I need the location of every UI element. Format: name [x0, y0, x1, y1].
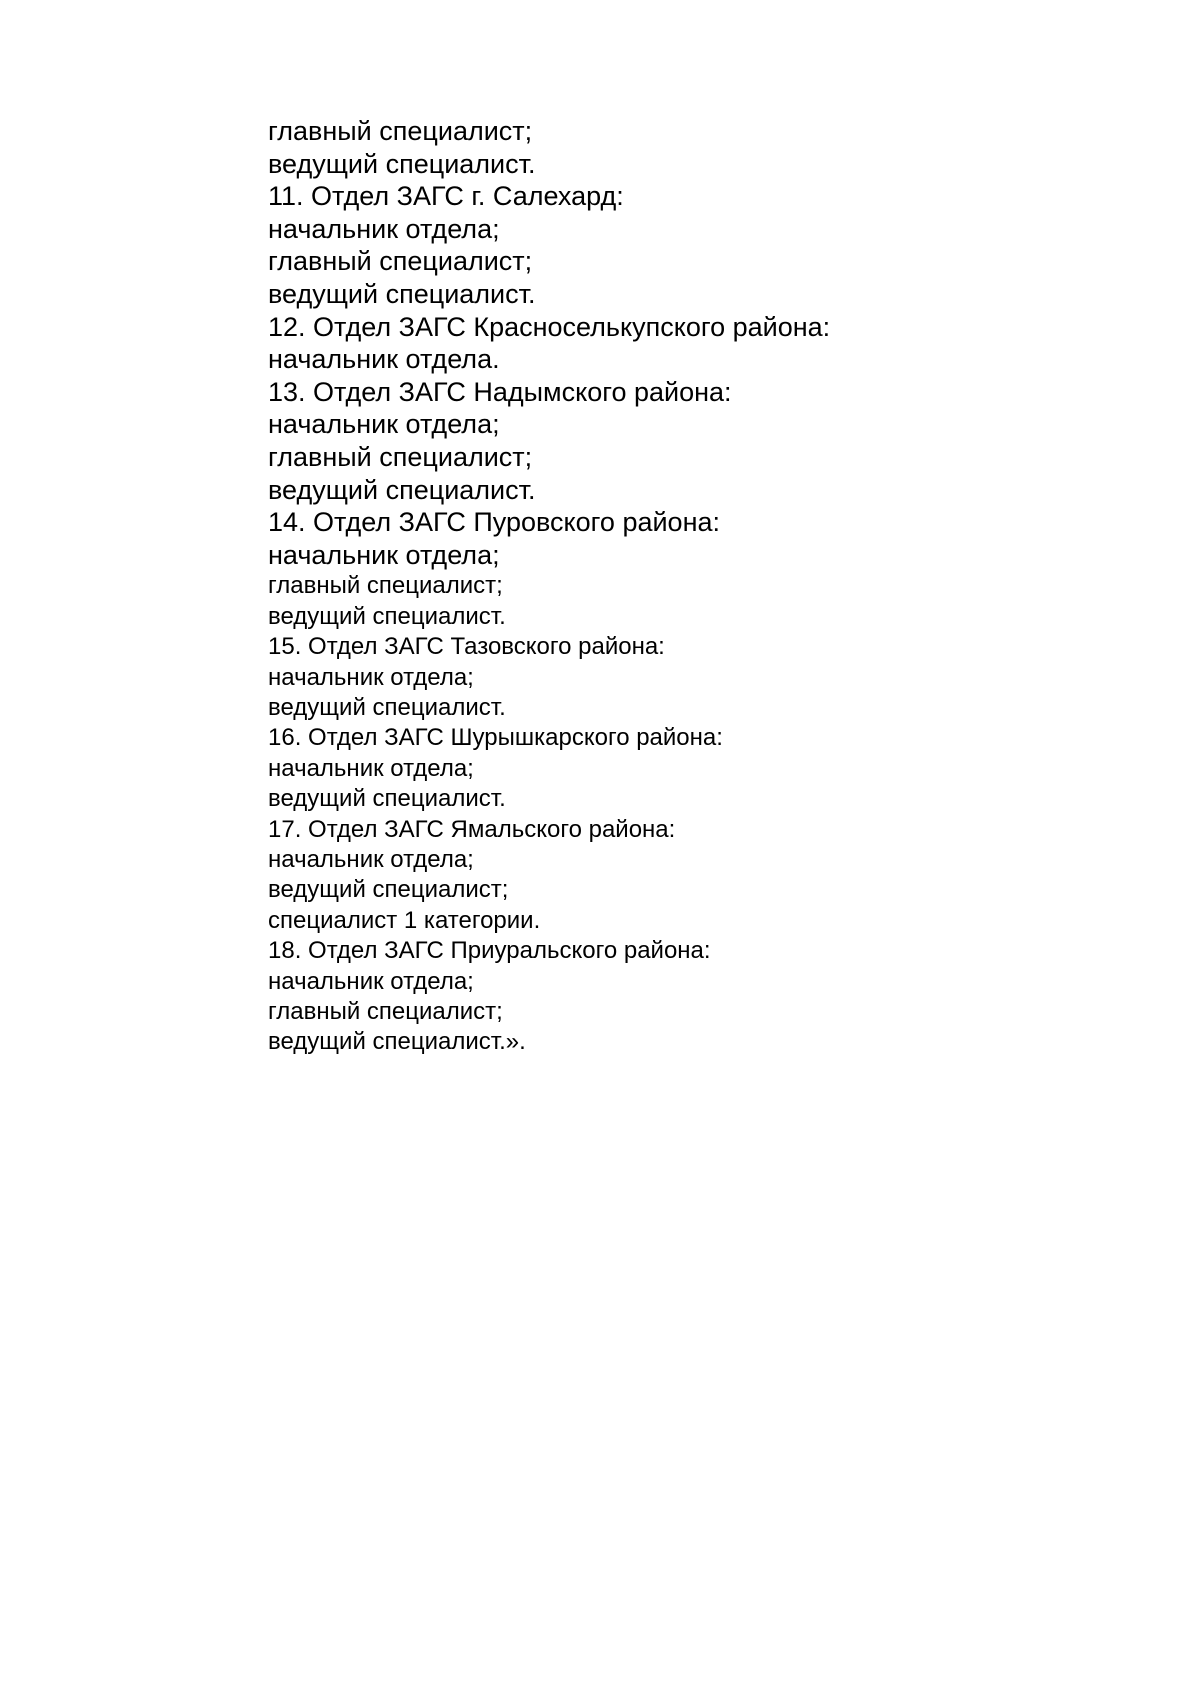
section-heading: 11. Отдел ЗАГС г. Салехард:	[268, 181, 624, 212]
document-text	[268, 115, 1128, 1058]
section-heading: 12. Отдел ЗАГС Красноселькупского района:	[268, 311, 831, 342]
text-line: ведущий специалист.	[268, 602, 506, 630]
section-heading: 16. Отдел ЗАГС Шурышкарского района:	[268, 724, 723, 752]
text-line: начальник отдела;	[268, 663, 474, 691]
text-line: ведущий специалист.	[268, 278, 536, 309]
text-line: начальник отдела;	[268, 409, 500, 440]
text-line: начальник отдела.	[268, 344, 500, 375]
text-line: начальник отдела;	[268, 967, 474, 995]
text-line: ведущий специалист;	[268, 876, 509, 904]
text-line: ведущий специалист.».	[268, 1028, 526, 1056]
text-line: главный специалист;	[268, 116, 533, 146]
section-heading: 18. Отдел ЗАГС Приуральского района:	[268, 937, 711, 965]
text-group-large	[268, 115, 1128, 571]
text-group-small	[268, 571, 1128, 1058]
text-line: главный специалист;	[268, 998, 503, 1025]
text-line: ведущий специалист.	[268, 474, 536, 505]
text-line: ведущий специалист.	[268, 693, 506, 721]
section-heading: 13. Отдел ЗАГС Надымского района:	[268, 376, 732, 407]
text-line: ведущий специалист.	[268, 785, 506, 813]
text-line: начальник отдела;	[268, 754, 474, 782]
text-line: начальник отдела;	[268, 539, 500, 570]
text-line: главный специалист;	[268, 246, 533, 277]
section-heading: 15. Отдел ЗАГС Тазовского района:	[268, 633, 665, 661]
section-heading: 17. Отдел ЗАГС Ямальского района:	[268, 815, 676, 843]
text-line: специалист 1 категории.	[268, 906, 541, 934]
text-line: главный специалист;	[268, 572, 503, 600]
text-line: ведущий специалист.	[268, 148, 536, 179]
text-line: начальник отдела;	[268, 845, 474, 873]
text-line: главный специалист;	[268, 441, 533, 472]
section-heading: 14. Отдел ЗАГС Пуровского района:	[268, 507, 720, 538]
text-line: начальник отдела;	[268, 213, 500, 244]
